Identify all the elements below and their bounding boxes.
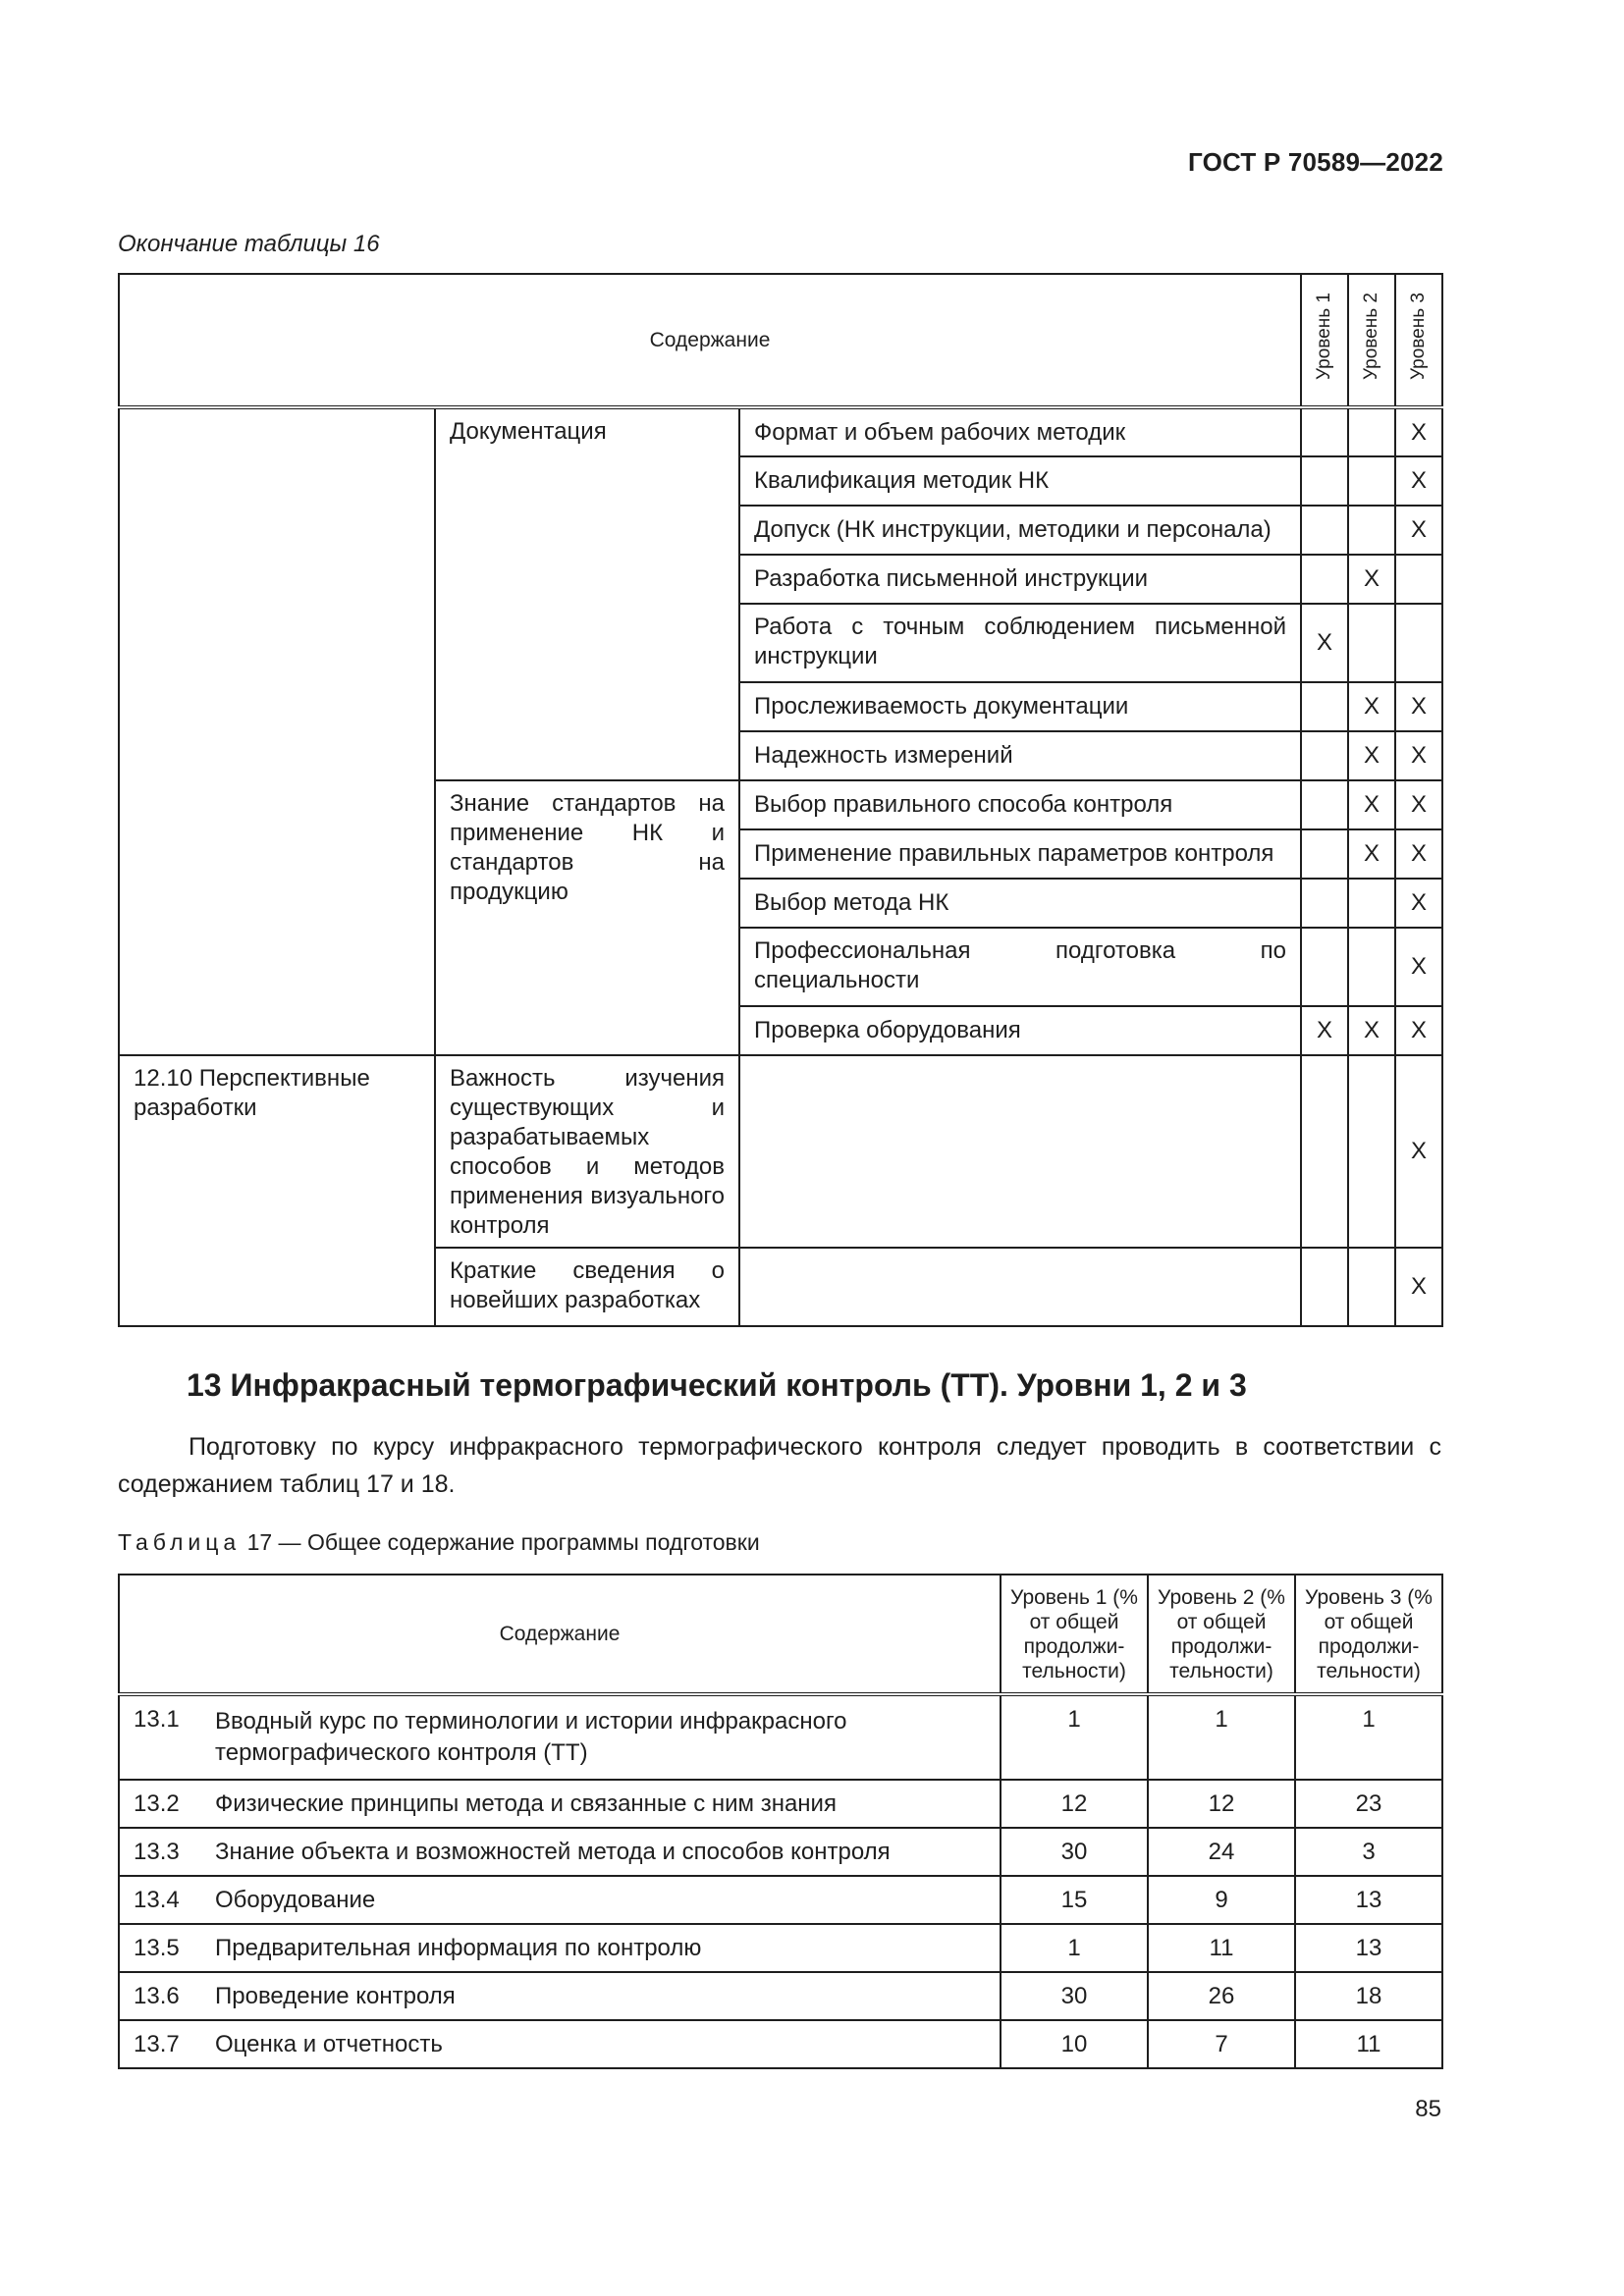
table16-caption: Окончание таблицы 16 (118, 231, 380, 257)
table17-header-level3: Уровень 3 (% от общей продолжи-тельности) (1295, 1575, 1442, 1694)
table16-group-standards: Знание стандартов на применение НК и стандартов на продукцию (435, 780, 739, 1055)
table17-header-level2: Уровень 2 (% от общей продолжи-тельности) (1148, 1575, 1295, 1694)
table16-mark-l3: X (1395, 731, 1442, 780)
table16-mark-l2: X (1348, 829, 1395, 879)
table16-mark-l2: X (1348, 731, 1395, 780)
table16-empty-section-cell (119, 407, 435, 1055)
table16-mark-l2 (1348, 407, 1395, 456)
table16-item: Работа с точным соблюдением письменной инструкции (739, 604, 1301, 682)
table17-num: 13.4 (119, 1876, 207, 1924)
table16-empty-item (739, 1055, 1301, 1248)
table16-mark-l2 (1348, 506, 1395, 555)
table17-name: Физические принципы метода и связанные с ним знания (207, 1780, 1001, 1828)
section-heading: 13 Инфракрасный термографический контроль (ТТ). Уровни 1, 2 и 3 (187, 1367, 1247, 1403)
table16-item: Применение правильных параметров контроля (739, 829, 1301, 879)
table17-l2: 24 (1148, 1828, 1295, 1876)
table16-mark-l2 (1348, 1055, 1395, 1248)
table17-header-row (119, 1575, 1442, 1694)
table17-l2: 7 (1148, 2020, 1295, 2068)
table16-mark-l2 (1348, 1248, 1395, 1326)
table16-mark-l3: X (1395, 506, 1442, 555)
table17-num: 13.2 (119, 1780, 207, 1828)
table17 (118, 1574, 1443, 2069)
table16-group-documentation: Документация (435, 407, 739, 780)
table16-mark-l1 (1301, 555, 1348, 604)
table16-header-row (119, 274, 1442, 407)
table-row (119, 1055, 1442, 1248)
table16-mark-l1 (1301, 682, 1348, 731)
table16-mark-l3: X (1395, 407, 1442, 456)
table16-item: Разработка письменной инструкции (739, 555, 1301, 604)
table16-mark-l1 (1301, 928, 1348, 1006)
table-row (119, 1876, 1442, 1924)
table16-subgroup-newest: Краткие сведения о новейших разработках (435, 1248, 739, 1326)
table16-mark-l1: X (1301, 1006, 1348, 1055)
table17-num: 13.1 (119, 1694, 207, 1780)
table16-mark-l2 (1348, 879, 1395, 928)
table16-header-level3: Уровень 3 (1395, 274, 1442, 407)
table17-l1: 12 (1001, 1780, 1148, 1828)
section-paragraph: Подготовку по курсу инфракрасного термографического контроля следует проводить в соответствии с содержанием таблиц 17 и 18. (118, 1433, 1441, 1498)
table16-mark-l1 (1301, 1055, 1348, 1248)
table16 (118, 273, 1443, 1327)
document-header: ГОСТ Р 70589—2022 (1188, 147, 1443, 177)
table16-item: Формат и объем рабочих методик (739, 407, 1301, 456)
table17-l1: 1 (1001, 1694, 1148, 1780)
table16-mark-l2: X (1348, 555, 1395, 604)
table16-item: Квалификация методик НК (739, 456, 1301, 506)
table16-mark-l2 (1348, 604, 1395, 682)
table17-l3: 18 (1295, 1972, 1442, 2020)
table-row (119, 1828, 1442, 1876)
table16-mark-l3: X (1395, 829, 1442, 879)
table17-l1: 1 (1001, 1924, 1148, 1972)
table17-l2: 26 (1148, 1972, 1295, 2020)
table16-item: Выбор правильного способа контроля (739, 780, 1301, 829)
page-number: 85 (1415, 2096, 1441, 2122)
table16-mark-l1 (1301, 829, 1348, 879)
table-row (119, 1780, 1442, 1828)
table17-l2: 11 (1148, 1924, 1295, 1972)
table16-mark-l3: X (1395, 780, 1442, 829)
table17-l2: 1 (1148, 1694, 1295, 1780)
table17-l1: 15 (1001, 1876, 1148, 1924)
table16-item: Прослеживаемость документации (739, 682, 1301, 731)
table17-l3: 23 (1295, 1780, 1442, 1828)
table17-l3: 1 (1295, 1694, 1442, 1780)
table16-mark-l2 (1348, 456, 1395, 506)
table16-subgroup-importance: Важность изучения существующих и разрабатываемых способов и методов применения визуального контроля (435, 1055, 739, 1248)
table-row (119, 2020, 1442, 2068)
table-row (119, 1972, 1442, 2020)
table16-mark-l3 (1395, 555, 1442, 604)
table16-mark-l3: X (1395, 879, 1442, 928)
table17-num: 13.6 (119, 1972, 207, 2020)
table16-mark-l1: X (1301, 604, 1348, 682)
table17-l2: 12 (1148, 1780, 1295, 1828)
table16-item: Проверка оборудования (739, 1006, 1301, 1055)
table16-mark-l1 (1301, 780, 1348, 829)
table17-l1: 10 (1001, 2020, 1148, 2068)
table16-mark-l3: X (1395, 928, 1442, 1006)
table16-item: Профессиональная подготовка по специальности (739, 928, 1301, 1006)
table17-caption (118, 1529, 760, 1556)
table17-caption-title: 17 — Общее содержание программы подготовки (246, 1529, 760, 1555)
table16-section-12-10: 12.10 Перспективные разработки (119, 1055, 435, 1326)
table16-mark-l2: X (1348, 682, 1395, 731)
table17-num: 13.5 (119, 1924, 207, 1972)
table16-mark-l3: X (1395, 682, 1442, 731)
table16-mark-l2: X (1348, 1006, 1395, 1055)
table16-empty-item (739, 1248, 1301, 1326)
table17-name: Проведение контроля (207, 1972, 1001, 2020)
table17-name: Вводный курс по терминологии и истории инфракрасного термографического контроля (ТТ) (207, 1694, 1001, 1780)
table16-mark-l1 (1301, 879, 1348, 928)
table16-mark-l2: X (1348, 780, 1395, 829)
table17-name: Оборудование (207, 1876, 1001, 1924)
table16-mark-l1 (1301, 456, 1348, 506)
table-row (119, 407, 1442, 456)
table16-mark-l1 (1301, 731, 1348, 780)
table-row (119, 1694, 1442, 1780)
table-row (119, 1924, 1442, 1972)
table16-mark-l3: X (1395, 1248, 1442, 1326)
table17-l3: 13 (1295, 1876, 1442, 1924)
table17-caption-word: Таблица (118, 1529, 242, 1555)
table16-mark-l3: X (1395, 1055, 1442, 1248)
table16-mark-l1 (1301, 1248, 1348, 1326)
table17-header-content: Содержание (119, 1575, 1001, 1694)
table17-l2: 9 (1148, 1876, 1295, 1924)
table17-num: 13.7 (119, 2020, 207, 2068)
table16-mark-l1 (1301, 506, 1348, 555)
table16-header-level2: Уровень 2 (1348, 274, 1395, 407)
table17-num: 13.3 (119, 1828, 207, 1876)
table17-l1: 30 (1001, 1828, 1148, 1876)
table17-l1: 30 (1001, 1972, 1148, 2020)
table16-mark-l3: X (1395, 1006, 1442, 1055)
table17-l3: 13 (1295, 1924, 1442, 1972)
table16-mark-l3: X (1395, 456, 1442, 506)
table16-item: Надежность измерений (739, 731, 1301, 780)
table16-item: Выбор метода НК (739, 879, 1301, 928)
table17-l3: 3 (1295, 1828, 1442, 1876)
table17-name: Знание объекта и возможностей метода и способов контроля (207, 1828, 1001, 1876)
table17-header-level1: Уровень 1 (% от общей продолжи-тельности) (1001, 1575, 1148, 1694)
table16-mark-l1 (1301, 407, 1348, 456)
table17-name: Предварительная информация по контролю (207, 1924, 1001, 1972)
table16-header-level1: Уровень 1 (1301, 274, 1348, 407)
table16-mark-l3 (1395, 604, 1442, 682)
table17-name: Оценка и отчетность (207, 2020, 1001, 2068)
table16-mark-l2 (1348, 928, 1395, 1006)
table16-item: Допуск (НК инструкции, методики и персонала) (739, 506, 1301, 555)
table16-header-content: Содержание (119, 274, 1301, 407)
table17-l3: 11 (1295, 2020, 1442, 2068)
